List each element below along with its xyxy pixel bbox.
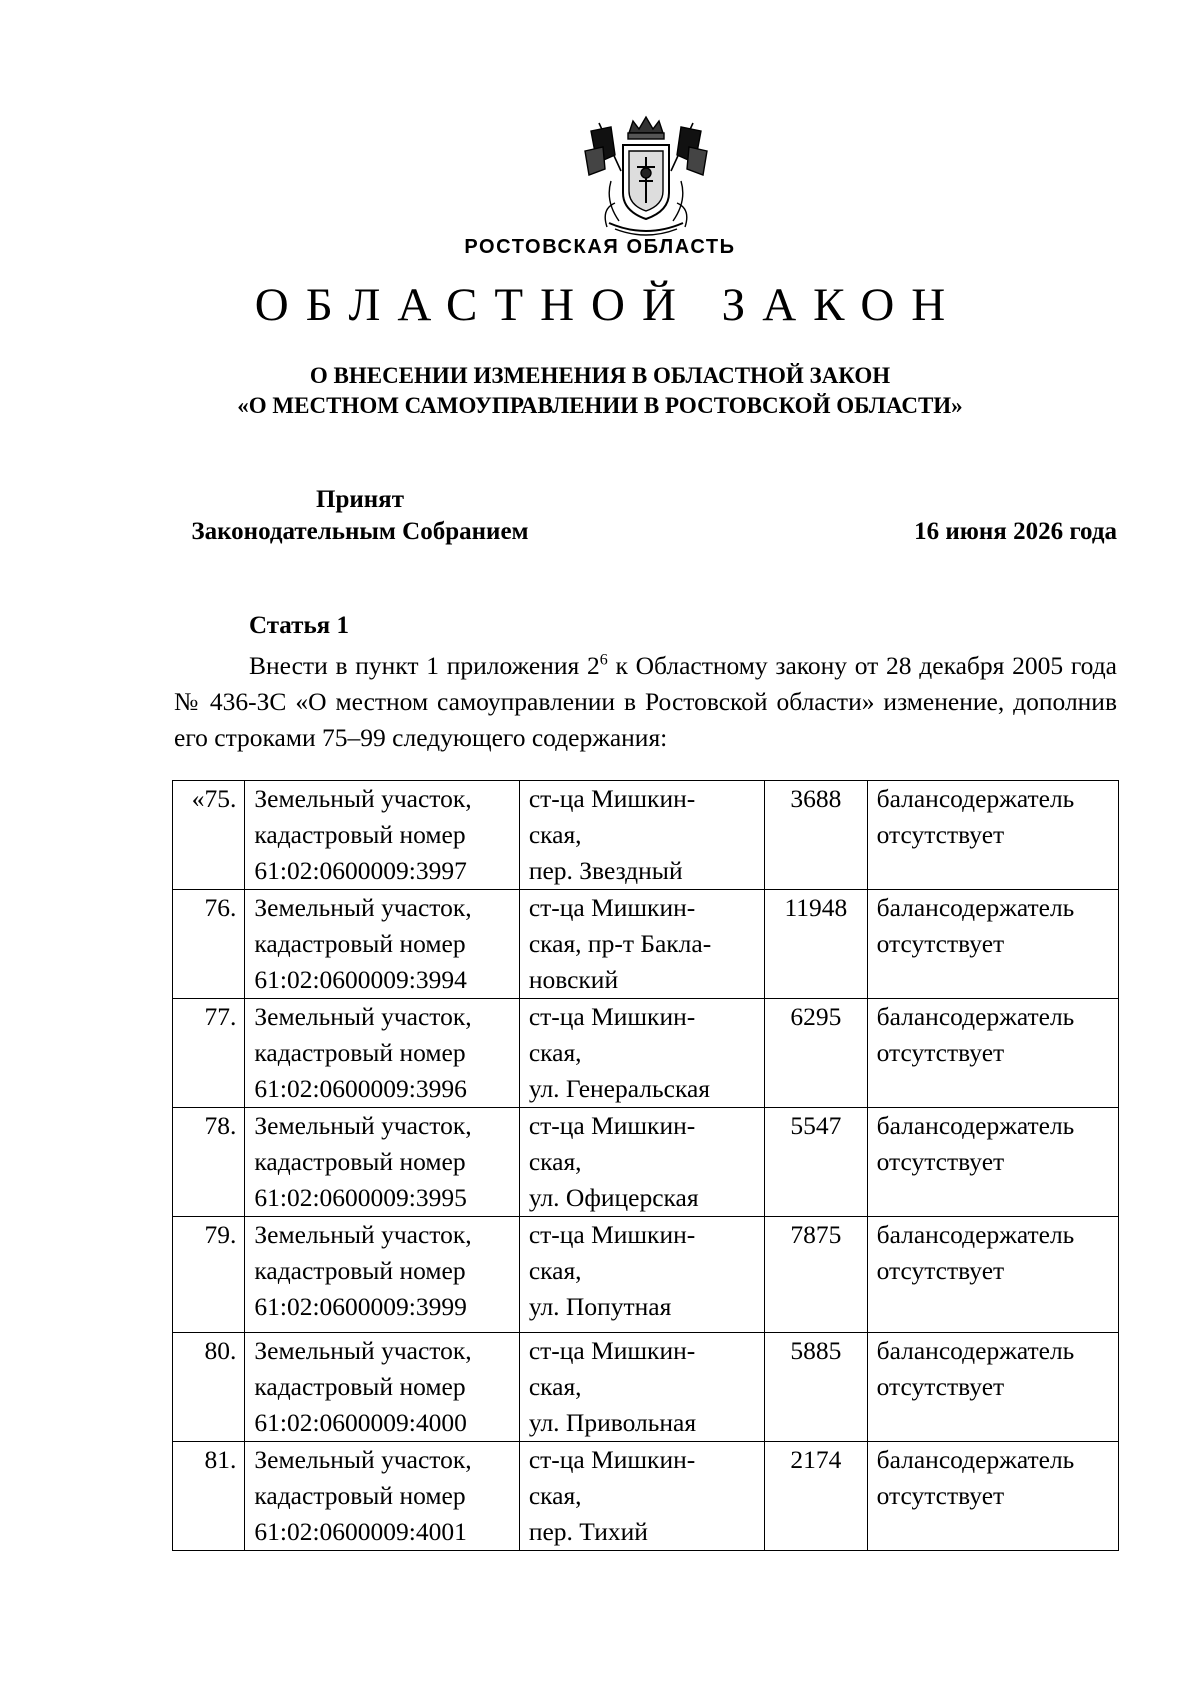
- address-cell-line: ст-ца Мишкин-: [528, 1111, 696, 1140]
- object-cell-line: Земельный участок,: [254, 1111, 472, 1140]
- article-body: [174, 648, 1117, 756]
- row-number: 77.: [173, 999, 245, 1108]
- row-number: 79.: [173, 1217, 245, 1333]
- object-cell-line: кадастровый номер: [254, 1372, 466, 1401]
- address-cell-line: ст-ца Мишкин-: [528, 893, 696, 922]
- law-title-line-1: О ВНЕСЕНИИ ИЗМЕНЕНИЯ В ОБЛАСТНОЙ ЗАКОН: [309, 363, 891, 388]
- adoption-date: 16 июня 2026 года: [914, 518, 1117, 545]
- address-cell-line: ская,: [528, 1481, 582, 1510]
- object-cell-line: 61:02:0600009:4001: [254, 1517, 467, 1546]
- holder-cell: [867, 999, 1118, 1108]
- address-cell-line: новский: [528, 965, 619, 994]
- object-cell-line: 61:02:0600009:3994: [254, 965, 467, 994]
- object-cell-line: 61:02:0600009:4000: [254, 1408, 467, 1437]
- table-row: [173, 1217, 1119, 1333]
- object-cell: [245, 999, 519, 1108]
- table-row: [173, 999, 1119, 1108]
- address-cell-line: ская,: [528, 1147, 582, 1176]
- land-plots-table: [172, 780, 1119, 1551]
- address-cell-line: ская,: [528, 1256, 582, 1285]
- row-number: 78.: [173, 1108, 245, 1217]
- area-cell: 3688: [765, 781, 868, 890]
- law-title-line-2: «О МЕСТНОМ САМОУПРАВЛЕНИИ В РОСТОВСКОЙ ОБЛАСТИ»: [237, 393, 963, 418]
- document-type: ОБЛАСТНОЙ ЗАКОН: [254, 279, 963, 331]
- area-cell: 5885: [765, 1333, 868, 1442]
- object-cell: [245, 1108, 519, 1217]
- holder-cell-line: балансодержатель: [876, 1002, 1075, 1031]
- area-cell: 5547: [765, 1108, 868, 1217]
- address-cell-line: пер. Тихий: [528, 1517, 648, 1546]
- holder-cell-line: балансодержатель: [876, 893, 1075, 922]
- holder-cell: [867, 1217, 1118, 1333]
- address-cell-line: ст-ца Мишкин-: [528, 1220, 696, 1249]
- object-cell-line: кадастровый номер: [254, 820, 466, 849]
- row-number: 76.: [173, 890, 245, 999]
- row-number: 81.: [173, 1442, 245, 1551]
- object-cell-line: Земельный участок,: [254, 1445, 472, 1474]
- area-cell: 6295: [765, 999, 868, 1108]
- object-cell-line: Земельный участок,: [254, 1220, 472, 1249]
- holder-cell-line: отсутствует: [876, 929, 1005, 958]
- address-cell-line: ская,: [528, 1038, 582, 1067]
- adoption-block: [160, 484, 560, 548]
- table-row: [173, 1442, 1119, 1551]
- object-cell-line: кадастровый номер: [254, 929, 466, 958]
- law-title: [0, 361, 1200, 421]
- address-cell-line: ст-ца Мишкин-: [528, 784, 696, 813]
- address-cell-line: ская,: [528, 820, 582, 849]
- holder-cell: [867, 890, 1118, 999]
- address-cell-line: ст-ца Мишкин-: [528, 1445, 696, 1474]
- address-cell-line: ская,: [528, 1372, 582, 1401]
- article-heading: Статья 1: [249, 612, 349, 639]
- article-text-before: Внести в пункт 1 приложения 2: [249, 651, 600, 680]
- area-cell: 2174: [765, 1442, 868, 1551]
- object-cell-line: 61:02:0600009:3997: [254, 856, 467, 885]
- object-cell-line: Земельный участок,: [254, 893, 472, 922]
- address-cell-line: ул. Попутная: [528, 1292, 672, 1321]
- object-cell-line: Земельный участок,: [254, 1336, 472, 1365]
- holder-cell-line: балансодержатель: [876, 1220, 1075, 1249]
- article-paragraph: [174, 648, 1117, 756]
- address-cell: [519, 890, 764, 999]
- address-cell: [519, 1442, 764, 1551]
- object-cell: [245, 1442, 519, 1551]
- object-cell-line: 61:02:0600009:3996: [254, 1074, 467, 1103]
- object-cell: [245, 890, 519, 999]
- address-cell-line: ул. Привольная: [528, 1408, 697, 1437]
- address-cell: [519, 1217, 764, 1333]
- table-row: [173, 781, 1119, 890]
- table-row: [173, 1333, 1119, 1442]
- region-name: РОСТОВСКАЯ ОБЛАСТЬ: [464, 236, 736, 258]
- row-number: «75.: [173, 781, 245, 890]
- address-cell-line: ул. Генеральская: [528, 1074, 711, 1103]
- object-cell: [245, 1333, 519, 1442]
- object-cell: [245, 781, 519, 890]
- address-cell-line: ская, пр-т Бакла-: [528, 929, 712, 958]
- object-cell-line: Земельный участок,: [254, 1002, 472, 1031]
- address-cell-line: ул. Офицерская: [528, 1183, 699, 1212]
- table-row: [173, 1108, 1119, 1217]
- address-cell: [519, 1333, 764, 1442]
- address-cell-line: ст-ца Мишкин-: [528, 1336, 696, 1365]
- address-cell-line: ст-ца Мишкин-: [528, 1002, 696, 1031]
- holder-cell: [867, 1108, 1118, 1217]
- address-cell: [519, 1108, 764, 1217]
- object-cell-line: 61:02:0600009:3999: [254, 1292, 467, 1321]
- holder-cell-line: отсутствует: [876, 820, 1005, 849]
- holder-cell-line: балансодержатель: [876, 784, 1075, 813]
- adoption-line-2: Законодательным Собранием: [191, 518, 529, 545]
- holder-cell-line: балансодержатель: [876, 1111, 1075, 1140]
- holder-cell-line: отсутствует: [876, 1481, 1005, 1510]
- address-cell: [519, 999, 764, 1108]
- object-cell-line: кадастровый номер: [254, 1147, 466, 1176]
- holder-cell-line: балансодержатель: [876, 1336, 1075, 1365]
- address-cell-line: пер. Звездный: [528, 856, 683, 885]
- article-text-after: к Областному закону от 28 декабря 2005 года № 436-ЗС «О местном самоуправлении в Ростовской области» изменение, дополнив его строками 75–99 следующего содержания:: [174, 651, 1117, 752]
- object-cell-line: Земельный участок,: [254, 784, 472, 813]
- area-cell: 11948: [765, 890, 868, 999]
- row-number: 80.: [173, 1333, 245, 1442]
- coat-of-arms-emblem: [581, 111, 711, 241]
- object-cell-line: кадастровый номер: [254, 1256, 466, 1285]
- area-cell: 7875: [765, 1217, 868, 1333]
- holder-cell-line: отсутствует: [876, 1038, 1005, 1067]
- object-cell-line: 61:02:0600009:3995: [254, 1183, 467, 1212]
- holder-cell-line: балансодержатель: [876, 1445, 1075, 1474]
- appendix-superscript: 6: [599, 651, 608, 669]
- address-cell: [519, 781, 764, 890]
- holder-cell-line: отсутствует: [876, 1147, 1005, 1176]
- land-plots-table-body: [173, 781, 1119, 1551]
- object-cell: [245, 1217, 519, 1333]
- object-cell-line: кадастровый номер: [254, 1481, 466, 1510]
- table-row: [173, 890, 1119, 999]
- holder-cell-line: отсутствует: [876, 1372, 1005, 1401]
- holder-cell: [867, 1442, 1118, 1551]
- holder-cell-line: отсутствует: [876, 1256, 1005, 1285]
- object-cell-line: кадастровый номер: [254, 1038, 466, 1067]
- holder-cell: [867, 1333, 1118, 1442]
- holder-cell: [867, 781, 1118, 890]
- adoption-line-1: Принят: [316, 486, 404, 513]
